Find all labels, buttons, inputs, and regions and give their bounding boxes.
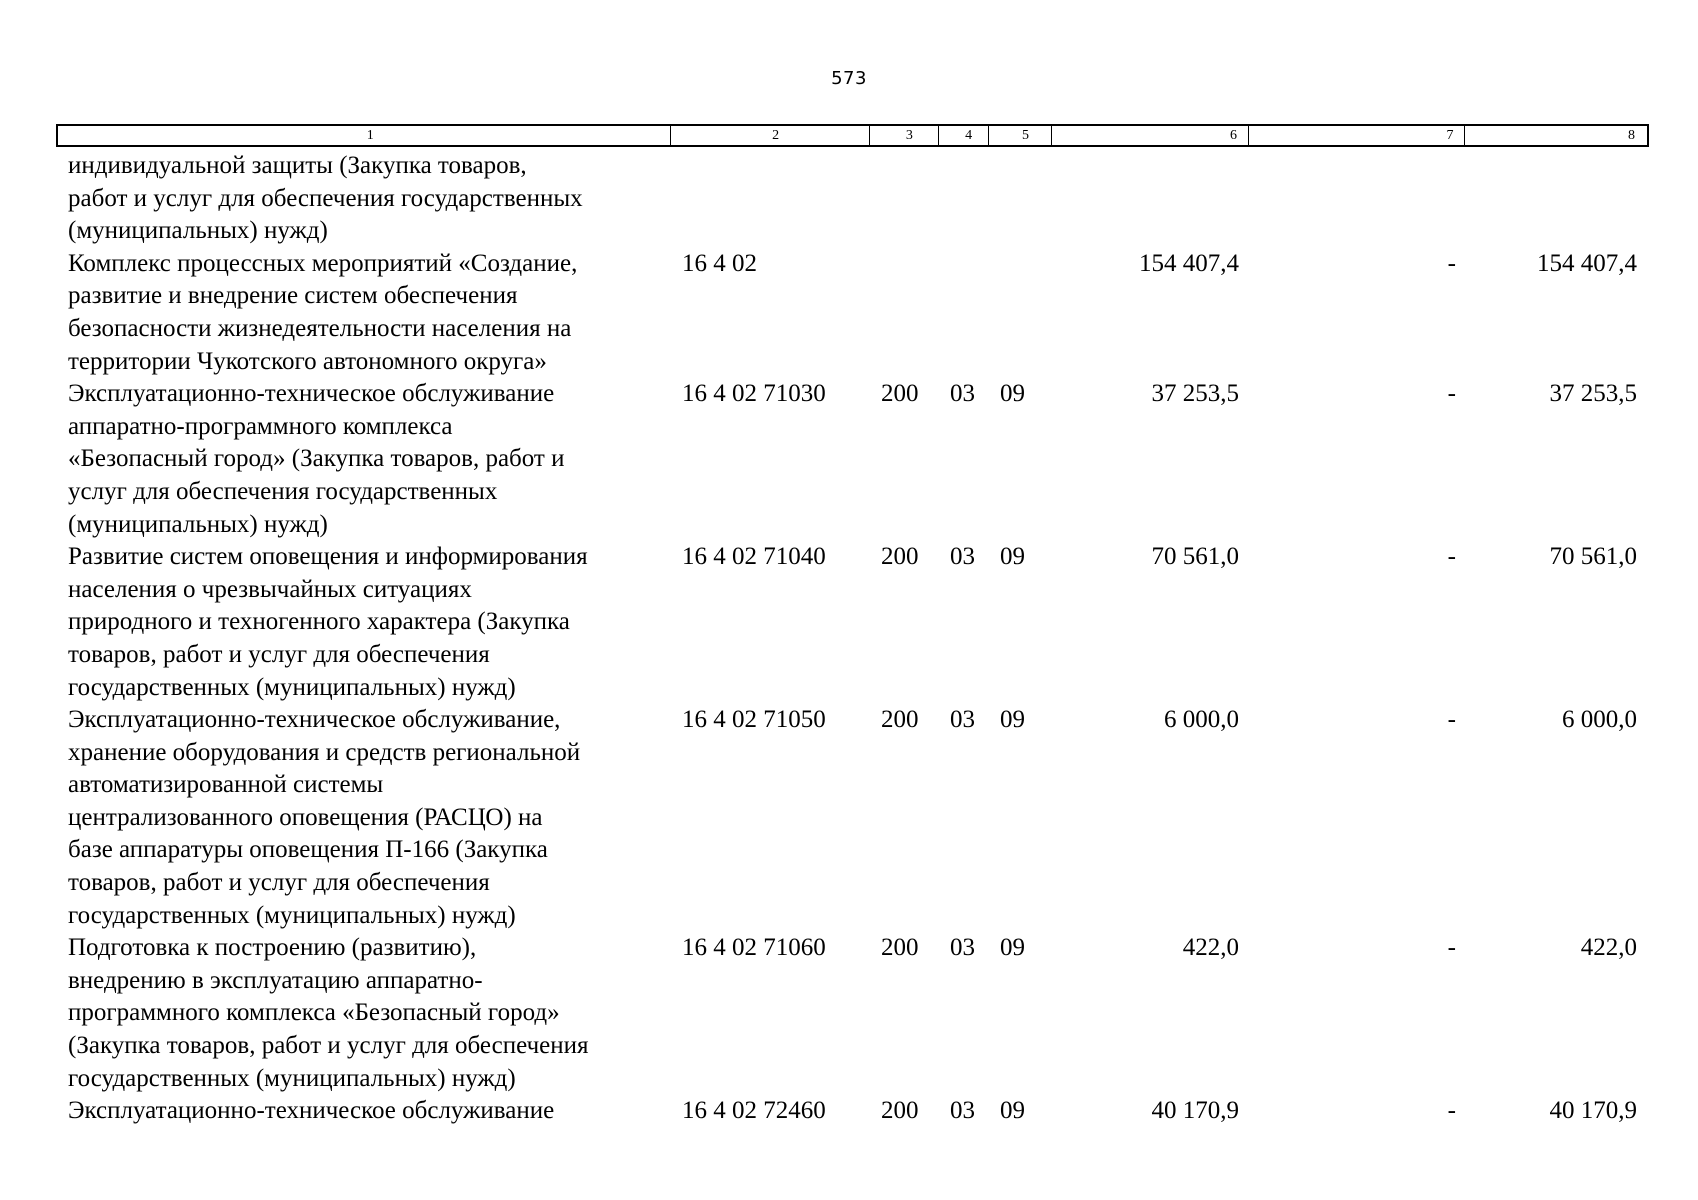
row-subsection: 09 — [1000, 706, 1025, 734]
table-row — [56, 378, 1649, 541]
row-type: 200 — [881, 543, 919, 571]
row-change: - — [1447, 380, 1456, 408]
header-col-7: 7 — [1249, 126, 1465, 145]
page-number: 573 — [831, 68, 867, 89]
header-col-2: 2 — [671, 126, 870, 145]
row-subsection: 09 — [1000, 543, 1025, 571]
row-subsection: 09 — [1000, 934, 1025, 962]
row-total: 40 170,9 — [1549, 1097, 1637, 1125]
row-change: - — [1447, 1097, 1456, 1125]
row-name: Подготовка к построению (развитию), внедрению в эксплуатацию аппаратно- программного комплекса «Безопасный город» (Закупка товаров, работ и услуг для обеспечения государственных (муниципальных) нужд) — [68, 934, 589, 1092]
row-code — [671, 150, 870, 248]
row-code: 16 4 02 72460 — [682, 1097, 826, 1125]
row-name: Эксплуатационно-техническое обслуживание — [68, 1097, 555, 1125]
header-col-4: 4 — [939, 126, 989, 145]
row-code: 16 4 02 71050 — [682, 706, 826, 734]
row-section — [939, 150, 989, 248]
header-col-5: 5 — [989, 126, 1053, 145]
row-subsection: 09 — [1000, 1097, 1025, 1125]
row-subsection — [989, 248, 1053, 378]
row-total: 37 253,5 — [1549, 380, 1637, 408]
row-change: - — [1447, 934, 1456, 962]
row-amount: 40 170,9 — [1151, 1097, 1239, 1125]
header-col-3: 3 — [870, 126, 939, 145]
row-name: Комплекс процессных мероприятий «Создание, развитие и внедрение систем обеспечения безопасности жизнедеятельности населения на территории Чукотского автономного округа» — [68, 249, 578, 375]
table-row — [56, 1095, 1649, 1128]
row-type: 200 — [881, 706, 919, 734]
row-amount: 6 000,0 — [1164, 706, 1239, 734]
row-change: - — [1447, 543, 1456, 571]
row-amount — [1053, 150, 1250, 248]
row-type: 200 — [881, 1097, 919, 1125]
row-change — [1250, 150, 1467, 248]
row-section: 03 — [950, 934, 975, 962]
row-amount: 422,0 — [1182, 934, 1239, 962]
row-amount: 70 561,0 — [1151, 543, 1239, 571]
row-total — [1467, 150, 1649, 248]
header-col-6: 6 — [1052, 126, 1249, 145]
row-section — [939, 248, 989, 378]
table-row — [56, 704, 1649, 932]
table-row — [56, 932, 1649, 1095]
row-amount: 37 253,5 — [1151, 380, 1239, 408]
row-subsection: 09 — [1000, 380, 1025, 408]
row-type: 200 — [881, 380, 919, 408]
row-section: 03 — [950, 380, 975, 408]
row-code: 16 4 02 71030 — [682, 380, 826, 408]
row-change: - — [1447, 249, 1456, 277]
row-code: 16 4 02 71060 — [682, 934, 826, 962]
row-section: 03 — [950, 706, 975, 734]
row-name: индивидуальной защиты (Закупка товаров, работ и услуг для обеспечения государственных (муниципальных) нужд) — [68, 152, 583, 245]
header-col-8: 8 — [1627, 128, 1635, 143]
row-type — [870, 248, 939, 378]
row-code: 16 4 02 71040 — [682, 543, 826, 571]
row-name: Эксплуатационно-техническое обслуживание, хранение оборудования и средств региональной автоматизированной системы централизованного оповещения (РАСЦО) на базе аппаратуры оповещения П-166 (Закупка товаров, работ и услуг для обеспечения государственных (муниципальных) нужд) — [68, 706, 581, 929]
row-type — [870, 150, 939, 248]
row-change: - — [1447, 706, 1456, 734]
header-col-1: 1 — [58, 126, 671, 145]
row-section: 03 — [950, 543, 975, 571]
table-row — [56, 541, 1649, 704]
row-total: 70 561,0 — [1549, 543, 1637, 571]
row-total: 422,0 — [1580, 934, 1637, 962]
row-code: 16 4 02 — [682, 249, 757, 277]
row-name: Эксплуатационно-техническое обслуживание аппаратно-программного комплекса «Безопасный город» (Закупка товаров, работ и услуг для обеспечения государственных (муниципальных) нужд) — [68, 380, 565, 538]
row-amount: 154 407,4 — [1139, 249, 1239, 277]
table-row — [56, 150, 1649, 248]
budget-table-body — [56, 150, 1649, 1128]
row-type: 200 — [881, 934, 919, 962]
row-section: 03 — [950, 1097, 975, 1125]
column-number-header — [56, 124, 1649, 147]
row-name: Развитие систем оповещения и информирования населения о чрезвычайных ситуациях природного и техногенного характера (Закупка товаров, работ и услуг для обеспечения государственных (муниципальных) нужд) — [68, 543, 588, 701]
row-total: 154 407,4 — [1537, 249, 1637, 277]
row-total: 6 000,0 — [1562, 706, 1637, 734]
row-subsection — [989, 150, 1053, 248]
table-row — [56, 248, 1649, 378]
